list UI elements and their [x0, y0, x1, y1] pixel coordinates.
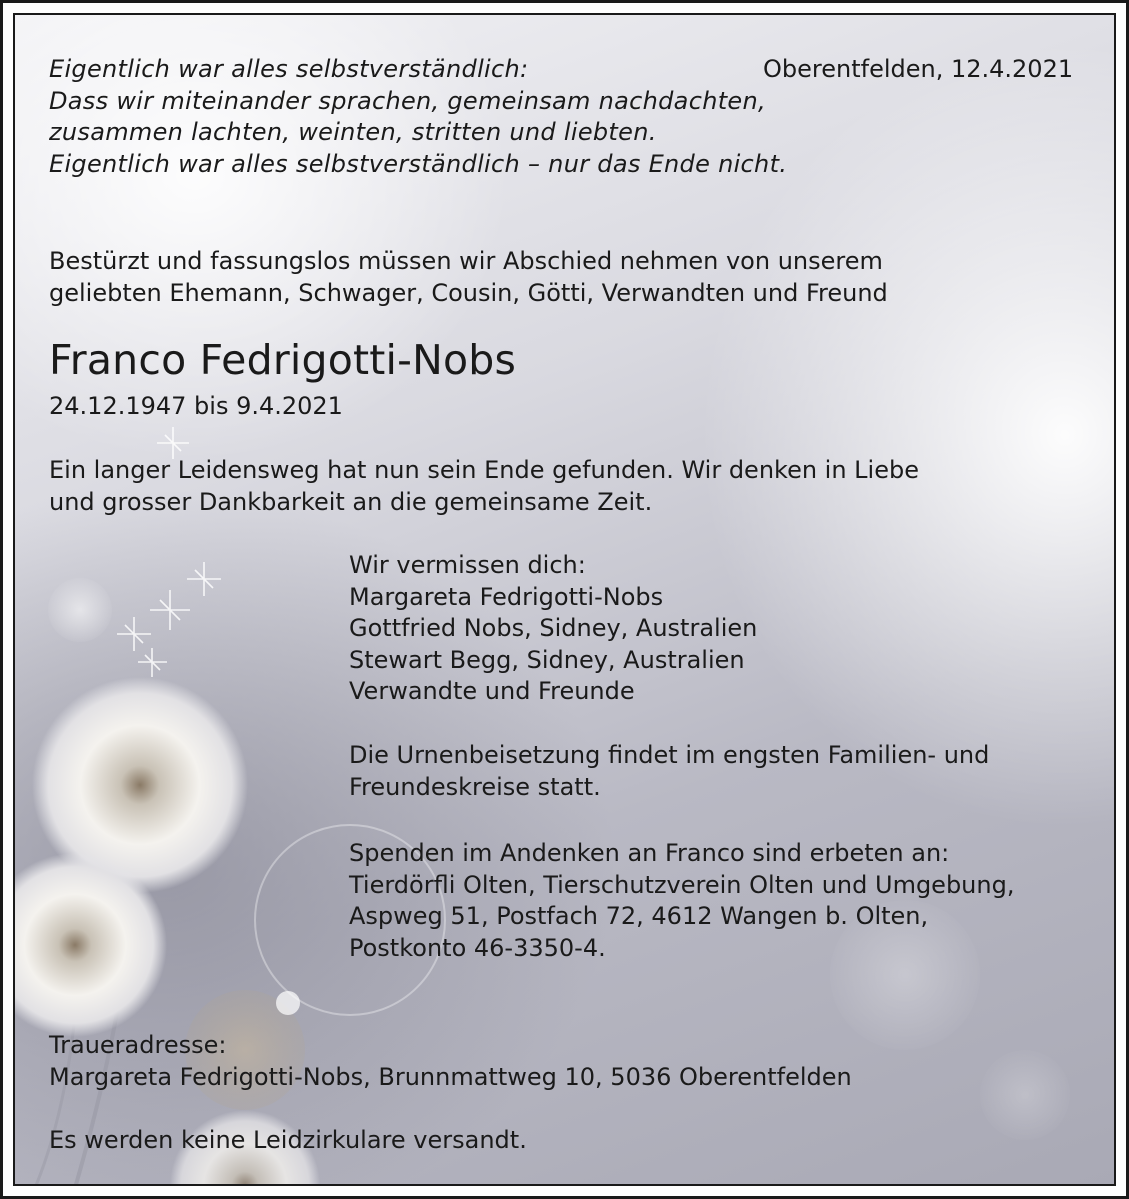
poem-line: Eigentlich war alles selbstverständlich – nur das Ende nicht. [49, 149, 788, 178]
mourner-name: Verwandte und Freunde [349, 677, 635, 705]
farewell-line: und grosser Dankbarkeit an die gemeinsame Zeit. [49, 487, 653, 516]
donations-line: Tierdörfli Olten, Tierschutzverein Olten und Umgebung, [349, 870, 1015, 899]
place-date: Oberentfelden, 12.4.2021 [763, 55, 1074, 83]
mourning-address-value: Margareta Fedrigotti-Nobs, Brunnmattweg 10, 5036 Oberentfelden [49, 1062, 852, 1091]
mourners-heading: Wir vermissen dich: [349, 551, 586, 579]
farewell-text [49, 455, 919, 518]
mourner-name: Gottfried Nobs, Sidney, Australien [349, 614, 758, 642]
intro-text [49, 246, 888, 309]
burial-line: Freundeskreise statt. [349, 772, 601, 801]
deceased-dates: 24.12.1947 bis 9.4.2021 [49, 392, 343, 420]
donations-info [349, 838, 1014, 964]
mourning-address-label: Traueradresse: [49, 1031, 227, 1059]
mourner-name: Stewart Begg, Sidney, Australien [349, 645, 745, 674]
burial-info [349, 740, 989, 803]
poem-line: zusammen lachten, weinten, stritten und liebten. [49, 118, 657, 146]
poem [49, 54, 787, 180]
obituary-panel [13, 13, 1116, 1186]
intro-line: geliebten Ehemann, Schwager, Cousin, Götti, Verwandten und Freund [49, 278, 888, 307]
burial-line: Die Urnenbeisetzung findet im engsten Familien- und [349, 741, 990, 769]
intro-line: Bestürzt und fassungslos müssen wir Abschied nehmen von unserem [49, 247, 883, 275]
donations-line: Postkonto 46-3350-4. [349, 933, 606, 962]
poem-line: Dass wir miteinander sprachen, gemeinsam nachdachten, [49, 86, 766, 115]
mourners-list [349, 550, 757, 708]
notice-text: Es werden keine Leidzirkulare versandt. [49, 1126, 527, 1154]
deceased-name: Franco Fedrigotti-Nobs [49, 336, 517, 384]
mourning-address [49, 1030, 852, 1093]
donations-line: Spenden im Andenken an Franco sind erbeten an: [349, 839, 950, 867]
poem-line: Eigentlich war alles selbstverständlich: [49, 55, 529, 83]
mourner-name: Margareta Fedrigotti-Nobs [349, 582, 664, 611]
donations-line: Aspweg 51, Postfach 72, 4612 Wangen b. Olten, [349, 902, 929, 930]
farewell-line: Ein langer Leidensweg hat nun sein Ende gefunden. Wir denken in Liebe [49, 456, 919, 484]
